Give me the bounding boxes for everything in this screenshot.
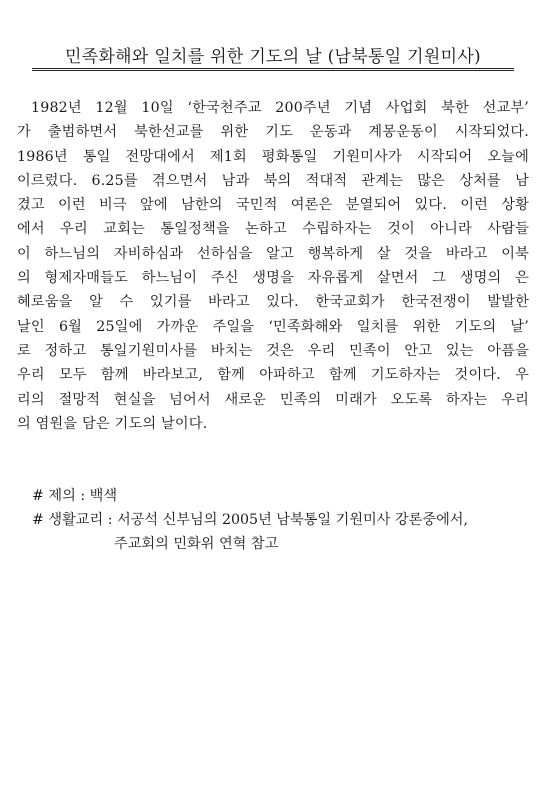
title-underline: [32, 68, 514, 69]
paragraph-line: 우리 모두 함께 바라보고, 함께 아파하고 함께 기도하자는 것이다. 우: [17, 367, 529, 384]
paragraph-line: 로 정하고 통일기원미사를 바치는 것은 우리 민족이 안고 있는 아픔을: [17, 342, 529, 359]
paragraph-line: 이르렀다. 6.25를 겪으면서 남과 북의 적대적 관계는 많은 상처를 남: [17, 172, 529, 189]
paragraph-line: 날인 6월 25일에 가까운 주일을 ‘민족화해와 일치를 위한 기도의 날’: [17, 318, 529, 335]
notes-section: [32, 484, 532, 556]
paragraph-line: 겼고 이런 비극 앞에 남한의 국민적 여론은 분열되어 있다. 이런 상황: [17, 197, 529, 214]
reference-note-continued: 주교회의 민화위 연혁 참고: [114, 536, 279, 552]
paragraph-line: 의 염원을 담은 기도의 날이다.: [17, 415, 208, 432]
title-underline-double: [32, 70, 514, 71]
vestment-color-note: # 제의 : 백색: [32, 488, 118, 504]
paragraph-line: 이 하느님의 자비하심과 선하심을 알고 행복하게 살 것을 바라고 이북: [17, 245, 529, 262]
document-title: 민족화해와 일치를 위한 기도의 날 (남북통일 기원미사): [65, 47, 481, 67]
paragraph-line: 리의 절망적 현실을 넘어서 새로운 민족의 미래가 오도록 하자는 우리: [17, 391, 529, 408]
paragraph-line: 가 출범하면서 북한선교를 위한 기도 운동과 계몽운동이 시작되었다.: [17, 124, 529, 141]
paragraph-line: 1986년 통일 전망대에서 제1회 평화통일 기원미사가 시작되어 오늘에: [17, 148, 529, 165]
paragraph-line: 혜로움을 알 수 있기를 바라고 있다. 한국교회가 한국전쟁이 발발한: [17, 294, 529, 311]
paragraph-line: 에서 우리 교회는 통일정책을 논하고 수립하자는 것이 아니라 사람들: [17, 221, 529, 238]
body-paragraph: [17, 96, 529, 436]
reference-note: # 생활교리 : 서공석 신부님의 2005년 남북통일 기원미사 강론중에서,: [32, 512, 468, 528]
paragraph-line: 의 형제자매들도 하느님이 주신 생명을 자유롭게 살면서 그 생명의 은: [17, 270, 529, 287]
paragraph-line: 1982년 12월 10일 ‘한국천주교 200주년 기념 사업회 북한 선교부’: [31, 100, 529, 116]
